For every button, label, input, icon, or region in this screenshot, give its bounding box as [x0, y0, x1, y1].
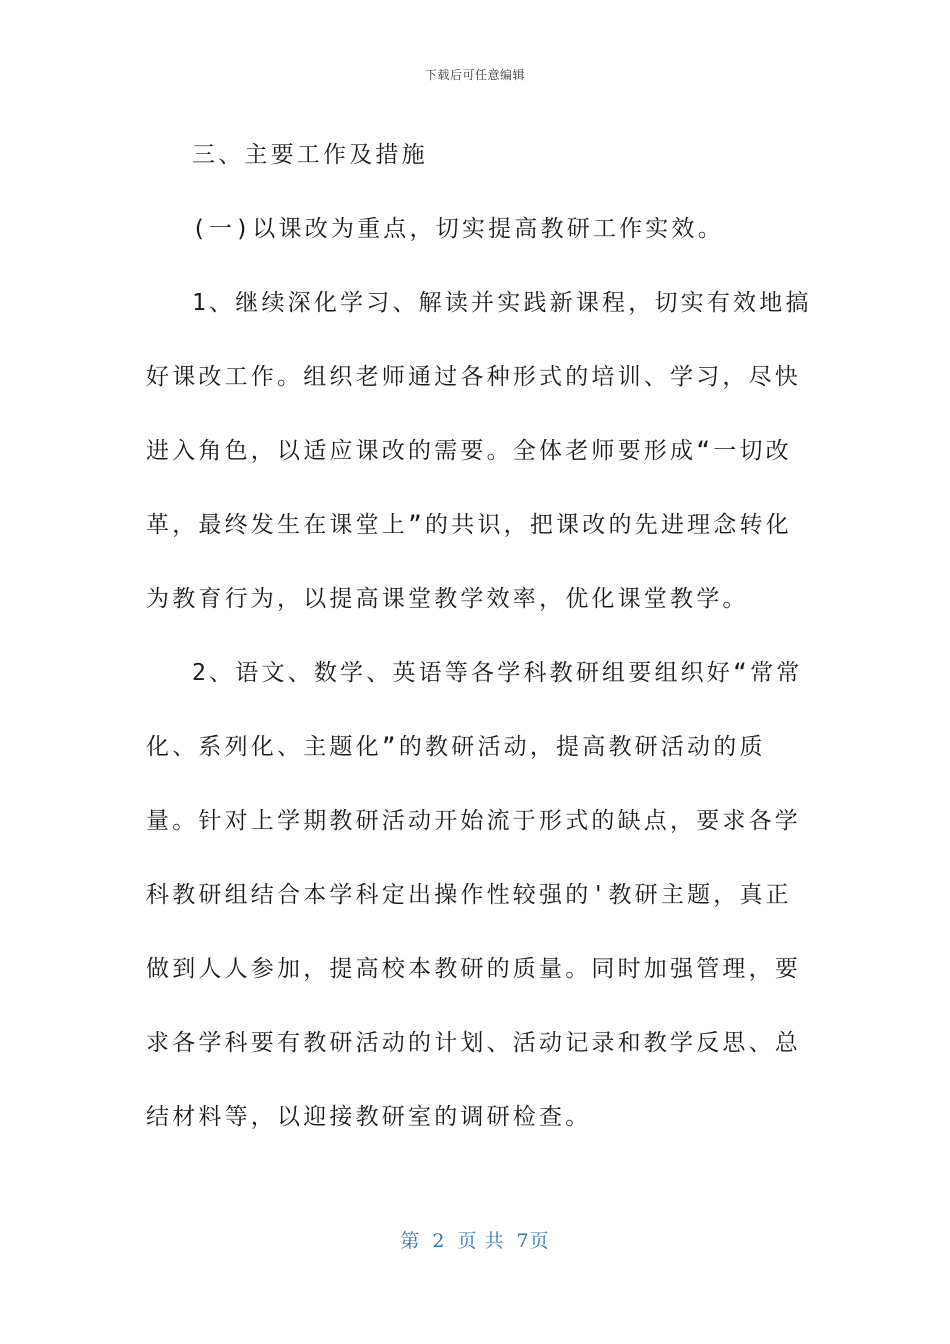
- total-pages: 7页: [516, 1230, 550, 1252]
- page-header-note: 下载后可任意编辑: [424, 68, 525, 82]
- section-heading: 三、主要工作及措施: [192, 142, 428, 168]
- paragraph-1: 1、继续深化学习、解读并实践新课程，切实有效地搞好课改工作。组织老师通过各种形式的培训、学习，尽快进入角色，以适应课改的需要。全体老师要形成“一切改革，最终发生在课堂上”的共识，把课改的先进理念转化为教育行为，以提高课堂教学效率，优化课堂教学。: [146, 290, 812, 612]
- page-label-prefix: 第: [400, 1230, 421, 1252]
- subheading: (一)以课改为重点，切实提高教研工作实效。: [192, 216, 724, 242]
- document-body: [146, 118, 816, 1154]
- paragraph-2: 2、语文、数学、英语等各学科教研组要组织好“常常化、系列化、主题化”的教研活动，提高教研活动的质量。针对上学期教研活动开始流于形式的缺点，要求各学科教研组结合本学科定出操作性较强的'教研主题，真正做到人人参加，提高校本教研的质量。同时加强管理，要求各学科要有教研活动的计划、活动记录和教学反思、总结材料等，以迎接教研室的调研检查。: [146, 660, 803, 1130]
- current-page-number: 2: [432, 1230, 446, 1252]
- page-label-mid: 页 共: [457, 1230, 505, 1252]
- page-footer: [0, 1226, 950, 1253]
